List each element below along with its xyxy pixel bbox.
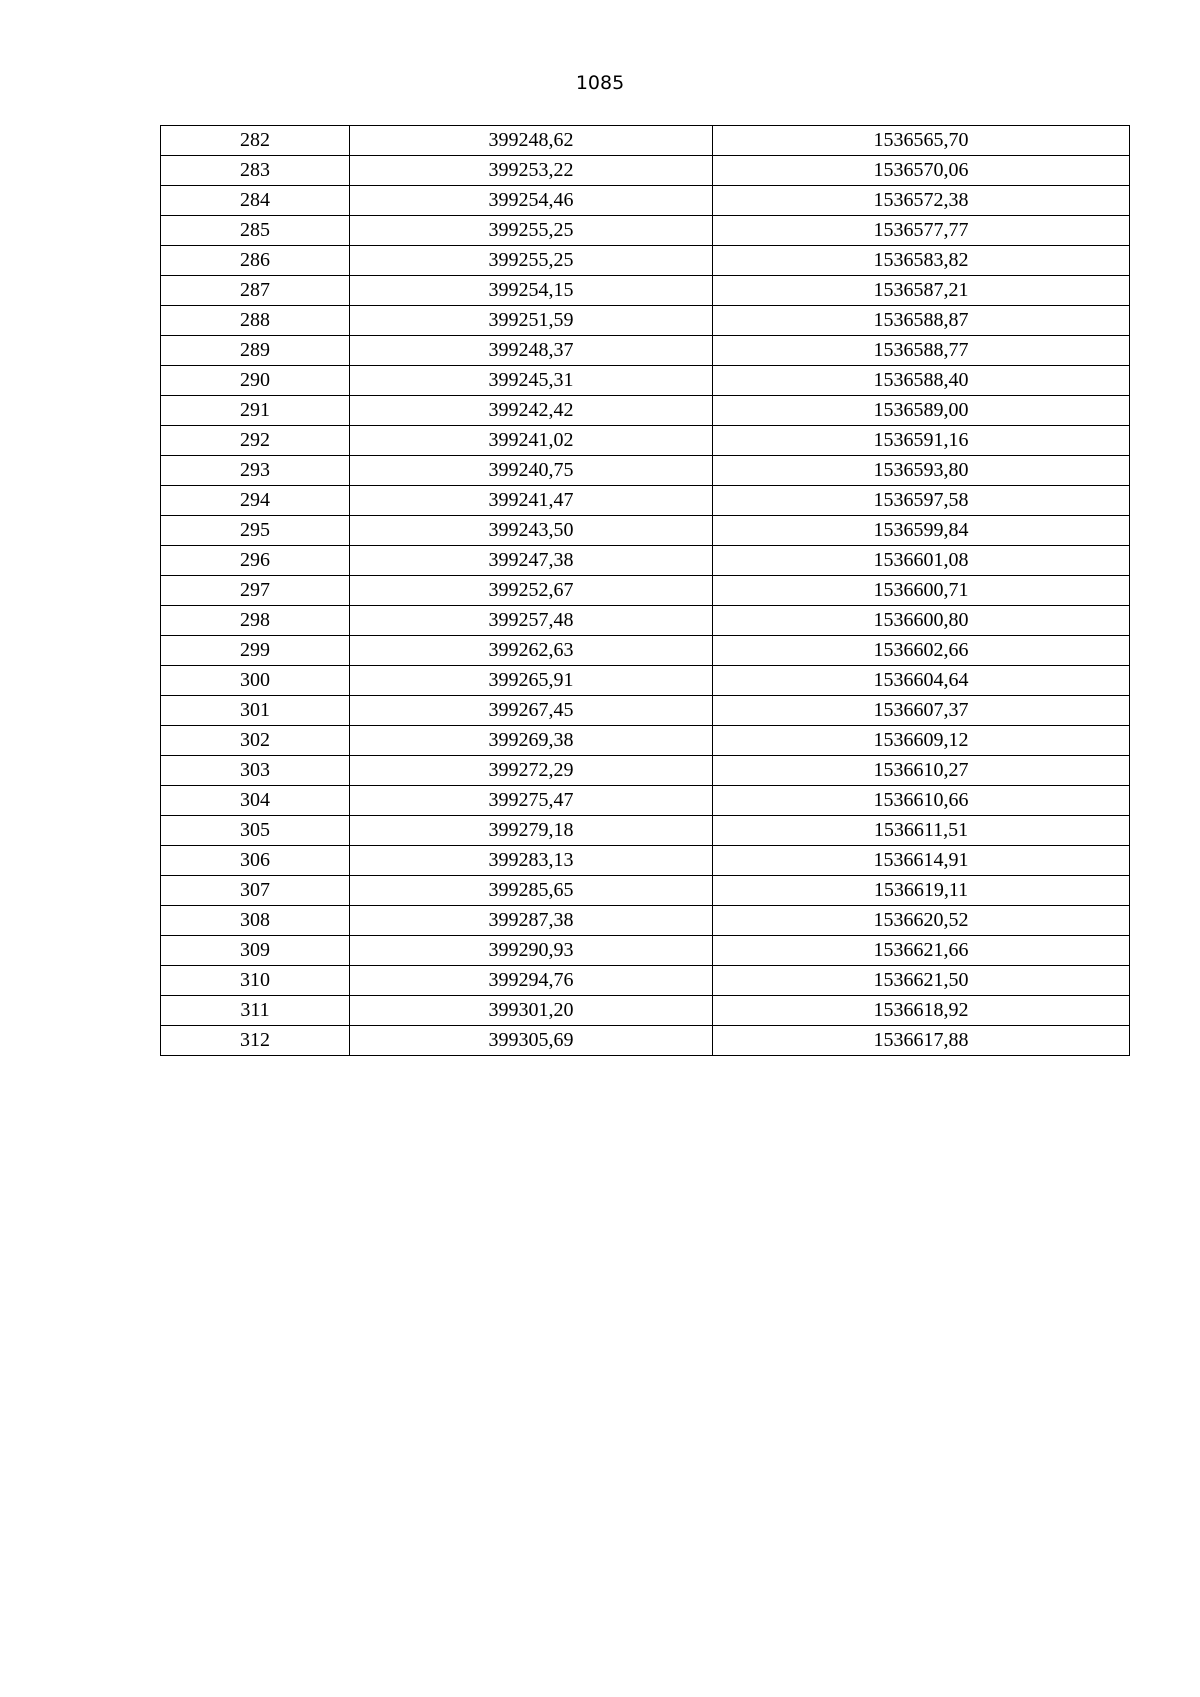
x-coordinate-cell: 399245,31 <box>350 366 713 396</box>
x-coordinate-cell: 399262,63 <box>350 636 713 666</box>
x-coordinate-cell: 399285,65 <box>350 876 713 906</box>
point-number-cell: 302 <box>161 726 350 756</box>
x-coordinate-cell: 399253,22 <box>350 156 713 186</box>
y-coordinate-cell: 1536621,50 <box>713 966 1130 996</box>
x-coordinate-cell: 399287,38 <box>350 906 713 936</box>
x-coordinate-cell: 399272,29 <box>350 756 713 786</box>
y-coordinate-cell: 1536588,40 <box>713 366 1130 396</box>
point-number-cell: 291 <box>161 396 350 426</box>
y-coordinate-cell: 1536601,08 <box>713 546 1130 576</box>
y-coordinate-cell: 1536610,27 <box>713 756 1130 786</box>
point-number-cell: 287 <box>161 276 350 306</box>
y-coordinate-cell: 1536604,64 <box>713 666 1130 696</box>
table-row <box>161 816 1130 846</box>
point-number-cell: 295 <box>161 516 350 546</box>
point-number-cell: 283 <box>161 156 350 186</box>
table-row <box>161 606 1130 636</box>
table-row <box>161 966 1130 996</box>
point-number-cell: 311 <box>161 996 350 1026</box>
point-number-cell: 304 <box>161 786 350 816</box>
table-row <box>161 1026 1130 1056</box>
point-number-cell: 282 <box>161 126 350 156</box>
x-coordinate-cell: 399248,37 <box>350 336 713 366</box>
point-number-cell: 286 <box>161 246 350 276</box>
point-number-cell: 309 <box>161 936 350 966</box>
x-coordinate-cell: 399254,46 <box>350 186 713 216</box>
y-coordinate-cell: 1536610,66 <box>713 786 1130 816</box>
y-coordinate-cell: 1536589,00 <box>713 396 1130 426</box>
point-number-cell: 308 <box>161 906 350 936</box>
y-coordinate-cell: 1536588,87 <box>713 306 1130 336</box>
table-row <box>161 396 1130 426</box>
point-number-cell: 290 <box>161 366 350 396</box>
point-number-cell: 285 <box>161 216 350 246</box>
point-number-cell: 301 <box>161 696 350 726</box>
x-coordinate-cell: 399254,15 <box>350 276 713 306</box>
point-number-cell: 310 <box>161 966 350 996</box>
table-row <box>161 876 1130 906</box>
table-row <box>161 666 1130 696</box>
x-coordinate-cell: 399305,69 <box>350 1026 713 1056</box>
point-number-cell: 289 <box>161 336 350 366</box>
point-number-cell: 297 <box>161 576 350 606</box>
point-number-cell: 305 <box>161 816 350 846</box>
y-coordinate-cell: 1536620,52 <box>713 906 1130 936</box>
y-coordinate-cell: 1536602,66 <box>713 636 1130 666</box>
table-row <box>161 636 1130 666</box>
table-row <box>161 546 1130 576</box>
table-row <box>161 216 1130 246</box>
table-row <box>161 336 1130 366</box>
y-coordinate-cell: 1536587,21 <box>713 276 1130 306</box>
x-coordinate-cell: 399294,76 <box>350 966 713 996</box>
y-coordinate-cell: 1536600,80 <box>713 606 1130 636</box>
point-number-cell: 299 <box>161 636 350 666</box>
table-row <box>161 186 1130 216</box>
table-row <box>161 786 1130 816</box>
x-coordinate-cell: 399269,38 <box>350 726 713 756</box>
x-coordinate-cell: 399290,93 <box>350 936 713 966</box>
table-row <box>161 936 1130 966</box>
y-coordinate-cell: 1536593,80 <box>713 456 1130 486</box>
y-coordinate-cell: 1536617,88 <box>713 1026 1130 1056</box>
x-coordinate-cell: 399257,48 <box>350 606 713 636</box>
coordinates-table-body <box>161 126 1130 1056</box>
y-coordinate-cell: 1536621,66 <box>713 936 1130 966</box>
x-coordinate-cell: 399248,62 <box>350 126 713 156</box>
point-number-cell: 294 <box>161 486 350 516</box>
table-row <box>161 126 1130 156</box>
table-row <box>161 756 1130 786</box>
table-row <box>161 696 1130 726</box>
y-coordinate-cell: 1536611,51 <box>713 816 1130 846</box>
table-row <box>161 906 1130 936</box>
y-coordinate-cell: 1536614,91 <box>713 846 1130 876</box>
x-coordinate-cell: 399240,75 <box>350 456 713 486</box>
page-number: 1085 <box>575 72 625 94</box>
y-coordinate-cell: 1536599,84 <box>713 516 1130 546</box>
y-coordinate-cell: 1536588,77 <box>713 336 1130 366</box>
coordinates-table <box>160 125 1130 1056</box>
x-coordinate-cell: 399251,59 <box>350 306 713 336</box>
x-coordinate-cell: 399255,25 <box>350 216 713 246</box>
point-number-cell: 296 <box>161 546 350 576</box>
y-coordinate-cell: 1536583,82 <box>713 246 1130 276</box>
table-row <box>161 276 1130 306</box>
table-row <box>161 366 1130 396</box>
x-coordinate-cell: 399275,47 <box>350 786 713 816</box>
y-coordinate-cell: 1536591,16 <box>713 426 1130 456</box>
point-number-cell: 306 <box>161 846 350 876</box>
x-coordinate-cell: 399241,02 <box>350 426 713 456</box>
x-coordinate-cell: 399267,45 <box>350 696 713 726</box>
table-row <box>161 456 1130 486</box>
table-row <box>161 426 1130 456</box>
point-number-cell: 288 <box>161 306 350 336</box>
y-coordinate-cell: 1536572,38 <box>713 186 1130 216</box>
y-coordinate-cell: 1536597,58 <box>713 486 1130 516</box>
y-coordinate-cell: 1536607,37 <box>713 696 1130 726</box>
point-number-cell: 307 <box>161 876 350 906</box>
x-coordinate-cell: 399255,25 <box>350 246 713 276</box>
point-number-cell: 293 <box>161 456 350 486</box>
x-coordinate-cell: 399301,20 <box>350 996 713 1026</box>
point-number-cell: 298 <box>161 606 350 636</box>
x-coordinate-cell: 399265,91 <box>350 666 713 696</box>
table-row <box>161 156 1130 186</box>
point-number-cell: 300 <box>161 666 350 696</box>
x-coordinate-cell: 399252,67 <box>350 576 713 606</box>
x-coordinate-cell: 399283,13 <box>350 846 713 876</box>
table-row <box>161 996 1130 1026</box>
y-coordinate-cell: 1536600,71 <box>713 576 1130 606</box>
y-coordinate-cell: 1536577,77 <box>713 216 1130 246</box>
y-coordinate-cell: 1536565,70 <box>713 126 1130 156</box>
y-coordinate-cell: 1536570,06 <box>713 156 1130 186</box>
table-row <box>161 576 1130 606</box>
x-coordinate-cell: 399279,18 <box>350 816 713 846</box>
point-number-cell: 292 <box>161 426 350 456</box>
table-row <box>161 246 1130 276</box>
x-coordinate-cell: 399241,47 <box>350 486 713 516</box>
x-coordinate-cell: 399242,42 <box>350 396 713 426</box>
point-number-cell: 312 <box>161 1026 350 1056</box>
table-row <box>161 516 1130 546</box>
table-row <box>161 306 1130 336</box>
x-coordinate-cell: 399243,50 <box>350 516 713 546</box>
table-row <box>161 486 1130 516</box>
table-row <box>161 846 1130 876</box>
point-number-cell: 284 <box>161 186 350 216</box>
x-coordinate-cell: 399247,38 <box>350 546 713 576</box>
y-coordinate-cell: 1536618,92 <box>713 996 1130 1026</box>
y-coordinate-cell: 1536609,12 <box>713 726 1130 756</box>
y-coordinate-cell: 1536619,11 <box>713 876 1130 906</box>
table-row <box>161 726 1130 756</box>
point-number-cell: 303 <box>161 756 350 786</box>
